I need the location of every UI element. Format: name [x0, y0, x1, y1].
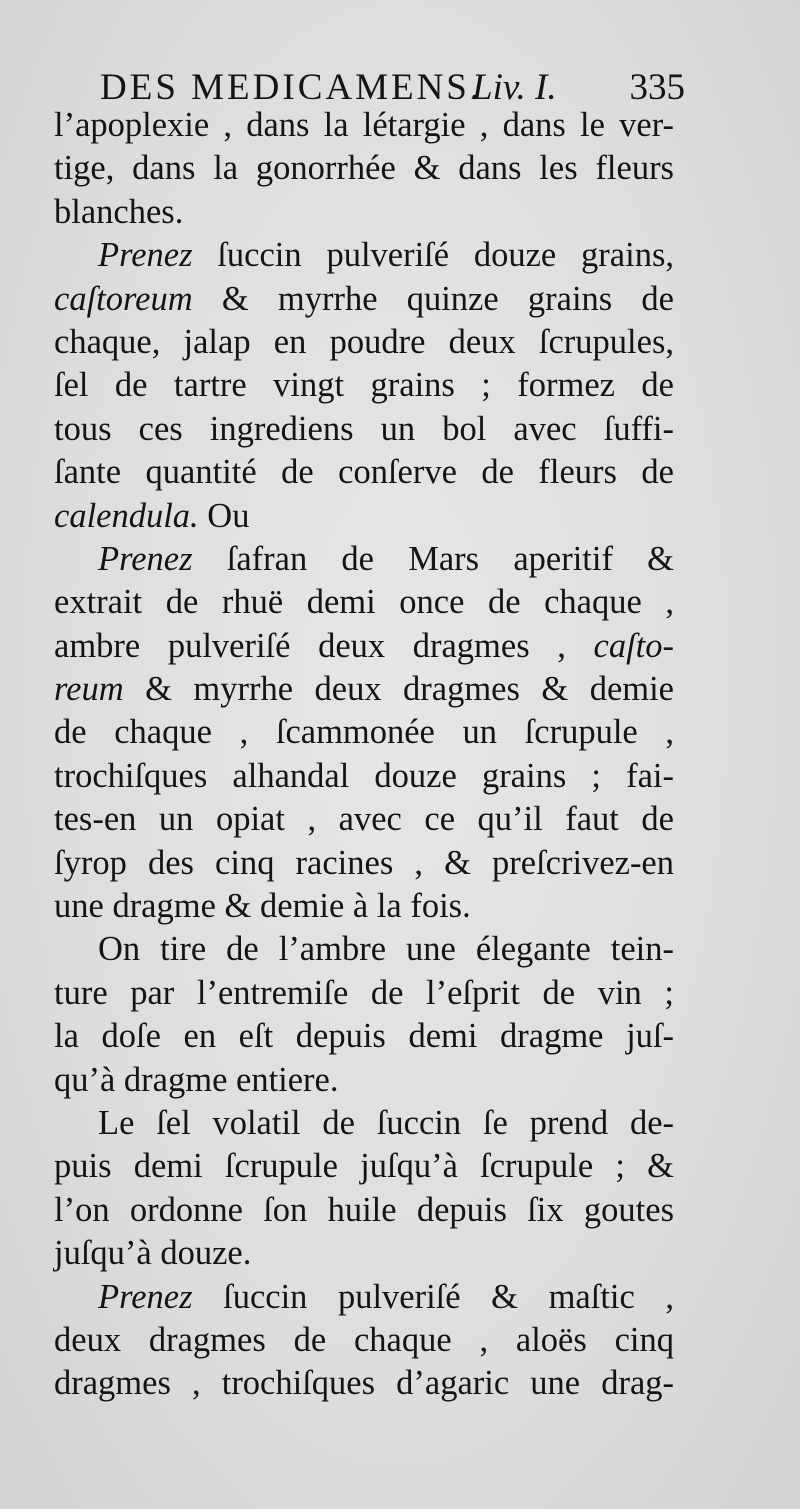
book-reference: Liv. I. [472, 67, 557, 108]
text-segment: Ou [198, 496, 250, 535]
text-line [54, 1145, 674, 1188]
text-line [54, 1319, 674, 1362]
text-segment: trochiſques alhandal douze grains ; fai- [54, 756, 674, 795]
text-segment: ſuccin pulveriſé & maſtic , [192, 1277, 674, 1316]
text-line [54, 278, 674, 321]
italic-segment: Prenez [98, 1277, 193, 1316]
text-segment: l’on ordonne ſon huile depuis ſix goutes [54, 1190, 674, 1229]
text-line [54, 928, 674, 971]
text-line [54, 755, 674, 798]
text-segment: Le ſel volatil de ſuccin ſe prend de- [98, 1103, 674, 1142]
text-line [54, 581, 674, 624]
text-segment: dragmes , trochiſques d’agaric une drag- [54, 1364, 674, 1403]
text-segment: tige, dans la gonorrhée & dans les fleurs [54, 149, 674, 188]
text-line [54, 234, 674, 277]
text-segment: On tire de l’ambre une élegante tein- [98, 930, 674, 969]
text-segment: ture par l’entremiſe de l’eſprit de vin ; [54, 973, 674, 1012]
text-line [54, 1059, 674, 1102]
text-line [54, 321, 674, 364]
text-line [54, 842, 674, 885]
italic-segment: calendula. [54, 496, 199, 535]
text-segment: ſyrop des cinq racines , & preſcrivez-en [54, 843, 674, 882]
text-line [54, 1232, 674, 1275]
text-line [54, 1015, 674, 1058]
text-line [54, 147, 674, 190]
text-segment: tes-en un opiat , avec ce qu’il faut de [54, 800, 674, 839]
text-segment: chaque, jalap en poudre deux ſcrupules, [54, 322, 674, 361]
running-title: DES MEDICAMENS. [100, 67, 483, 108]
text-line [54, 625, 674, 668]
text-segment: puis demi ſcrupule juſqu’à ſcrupule ; & [54, 1147, 674, 1186]
body-text [54, 104, 674, 1406]
italic-segment: Prenez [98, 236, 193, 275]
text-line [54, 798, 674, 841]
text-line [54, 885, 674, 928]
italic-segment: reum [54, 670, 124, 709]
text-line [54, 451, 674, 494]
text-segment: extrait de rhuë demi once de chaque , [54, 583, 674, 622]
text-line [54, 495, 674, 538]
text-segment: blanches. [54, 192, 184, 231]
text-line [54, 1189, 674, 1232]
text-segment: ſafran de Mars aperitif & [192, 539, 674, 578]
italic-segment: Prenez [98, 539, 193, 578]
text-segment: l’apoplexie , dans la létargie , dans le ver- [54, 106, 674, 144]
italic-segment: caſto- [593, 626, 674, 665]
text-line [54, 538, 674, 581]
text-segment: ſante quantité de conſerve de fleurs de [54, 453, 674, 492]
text-line [54, 104, 674, 147]
text-segment: qu’à dragme entiere. [54, 1060, 339, 1099]
text-segment: ſuccin pulveriſé douze grains, [192, 236, 674, 275]
text-line [54, 972, 674, 1015]
text-segment: ambre pulveriſé deux dragmes , [54, 626, 594, 665]
text-segment: la doſe en eſt depuis demi dragme juſ- [54, 1017, 674, 1056]
text-segment: de chaque , ſcammonée un ſcrupule , [54, 713, 674, 752]
text-segment: & myrrhe quinze grains de [192, 279, 674, 318]
page-number: 335 [629, 67, 685, 108]
text-segment: & myrrhe deux dragmes & demie [123, 670, 674, 709]
text-line [54, 1362, 674, 1405]
text-line [54, 668, 674, 711]
italic-segment: caſtoreum [54, 279, 193, 318]
text-segment: deux dragmes de chaque , aloës cinq [54, 1320, 674, 1359]
text-line [54, 408, 674, 451]
text-line [54, 191, 674, 234]
text-line [54, 1102, 674, 1145]
text-line [54, 711, 674, 754]
text-segment: juſqu’à douze. [54, 1234, 252, 1273]
text-segment: une dragme & demie à la fois. [54, 887, 471, 926]
text-line [54, 364, 674, 407]
text-line [54, 1276, 674, 1319]
text-segment: tous ces ingrediens un bol avec ſuffi- [54, 409, 674, 448]
text-segment: ſel de tartre vingt grains ; formez de [54, 366, 674, 405]
